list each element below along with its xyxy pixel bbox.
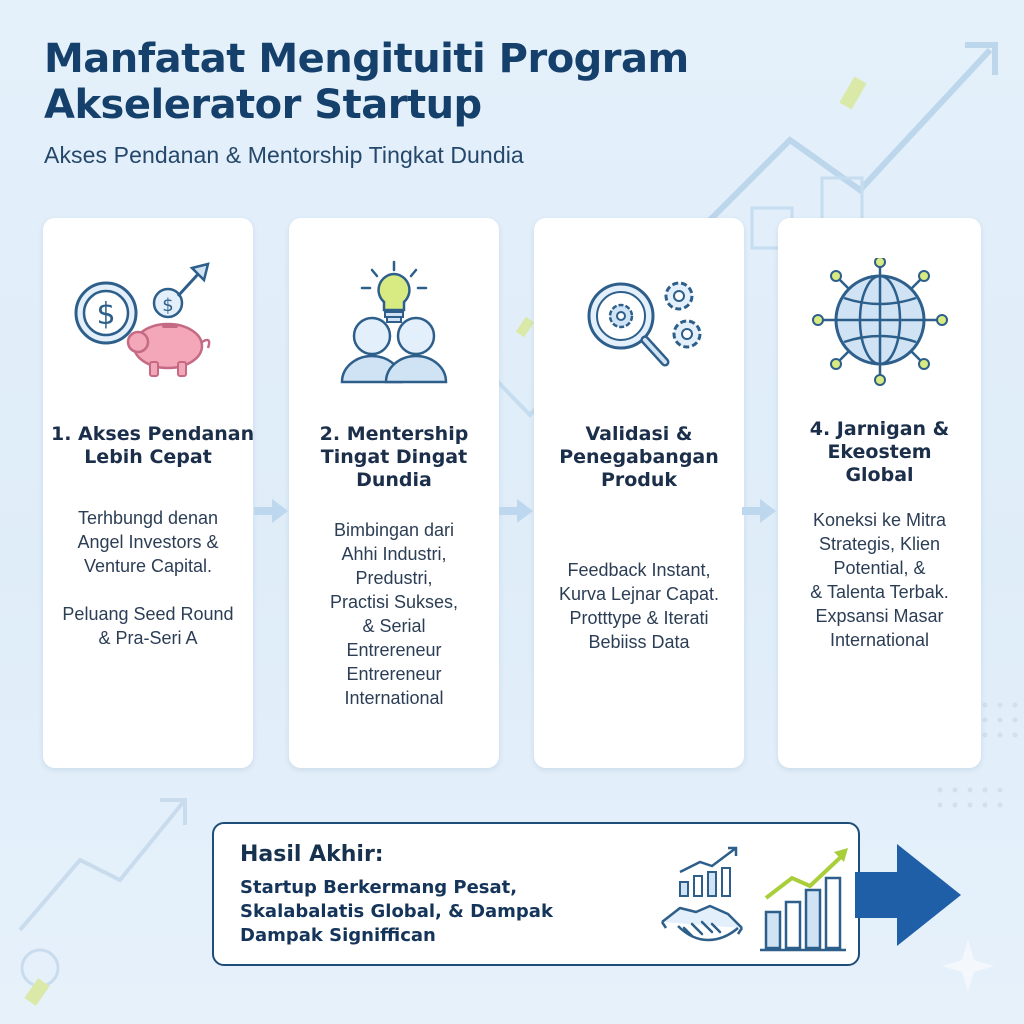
card-heading [297,423,491,492]
card-heading-line: Global [845,464,914,486]
result-text-line: Dampak Signiffican [240,925,436,946]
card-desc-line: Potential, & [833,558,926,578]
result-text-line: Skalabalatis Global, & Dampak [240,901,553,922]
connector-arrow-icon [499,496,533,526]
card-desc-line: Entrereneur [346,664,442,684]
final-result-box [212,822,860,966]
card-desc-line: Strategis, Klien [818,534,941,554]
benefit-card-funding [43,218,253,768]
small-growth-chart [680,848,736,896]
card-desc-line: International [829,630,930,650]
card-desc-line: & Serial [362,616,426,636]
svg-text:$: $ [162,295,174,316]
card-desc-line: Entrereneur [346,640,442,660]
svg-text:$: $ [96,297,116,332]
card-desc-line: Bimbingan dari [333,520,455,540]
card-desc-line: Bebiiss Data [588,632,690,652]
card-desc-line: Angel Investors & [77,532,219,552]
card-heading-line: 1. Akses Pendanan [51,423,255,445]
title-line: Manfatat Mengituiti Program [44,36,689,82]
title-line: Akselerator Startup [44,82,482,128]
card-heading-line: Dundia [356,469,432,491]
card-desc-line: Expsansi Masar [815,606,944,626]
card-desc-line: & Talenta Terbak. [810,582,949,602]
card-heading-line: 2. Mentership [319,423,469,445]
card-desc-line: Protttype & Iterati [569,608,709,628]
card-heading-line: Validasi & [585,423,693,445]
page-subtitle: Akses Pendanan & Mentorship Tingkat Dundia [44,142,524,168]
card-desc-line: Peluang Seed Round [62,604,234,624]
card-desc-line: Venture Capital. [83,556,213,576]
benefit-card-network [778,218,981,768]
card-description [295,518,493,710]
card-description [784,508,975,652]
card-heading [542,423,736,492]
card-desc-line: International [344,688,444,708]
card-description [540,558,738,654]
growth-bar-chart-icon [760,848,848,950]
card-heading-line: Ekeostem [827,441,932,463]
piggy-bank-dollar-icon [68,258,228,388]
card-heading-line: Lebih Cepat [84,446,212,468]
connector-arrow-icon [742,496,776,526]
benefit-card-validation [534,218,744,768]
card-desc-line: & Pra-Seri A [98,628,198,648]
card-desc-line [49,578,247,602]
benefit-card-mentorship [289,218,499,768]
card-heading [786,418,973,487]
card-desc-line: Terhbungd denan [77,508,219,528]
card-description [49,506,247,650]
card-desc-line: Koneksi ke Mitra [812,510,947,530]
mentorship-lightbulb-icon [314,258,474,388]
card-desc-line: Feedback Instant, [567,560,711,580]
result-label: Hasil Akhir: [240,842,384,867]
card-heading [51,423,255,469]
result-icons [654,842,854,958]
handshake-icon [662,848,742,940]
page-title [44,36,764,128]
connector-arrow-icon [254,496,288,526]
globe-network-icon [800,258,960,388]
card-heading-line: Produk [600,469,678,491]
magnifier-gears-icon [559,258,719,388]
card-desc-line: Practisi Sukses, [329,592,459,612]
result-arrow-icon [855,842,965,948]
result-text-line: Startup Berkermang Pesat, [240,877,518,898]
card-desc-line: Kurva Lejnar Capat. [558,584,720,604]
card-heading-line: Penegabangan [559,446,719,468]
card-heading-line: Tingat Dingat [320,446,468,468]
card-desc-line: Predustri, [355,568,433,588]
card-heading-line: 4. Jarnigan & [809,418,950,440]
card-desc-line: Ahhi Industri, [341,544,447,564]
result-text [240,876,640,948]
